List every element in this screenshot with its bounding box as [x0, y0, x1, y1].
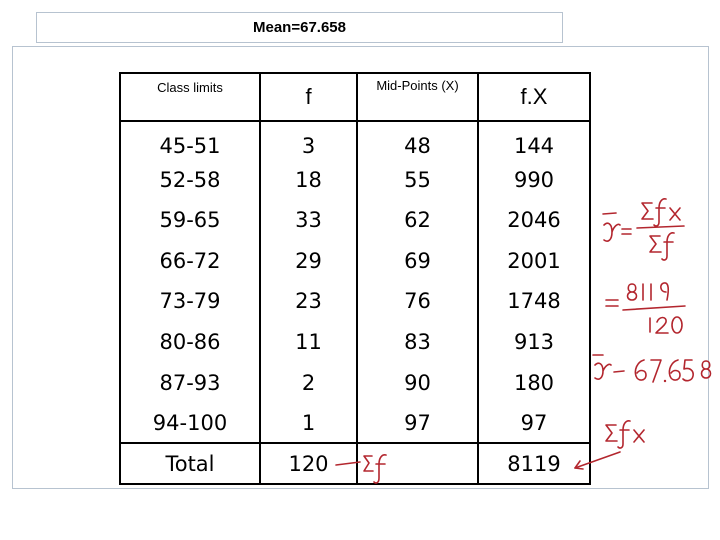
total-f: 120	[260, 443, 357, 484]
total-label: Total	[120, 443, 260, 484]
cell-midpoint: 62	[357, 200, 478, 241]
header-mid-points-text: Mid-Points (X)	[376, 78, 459, 93]
cell-midpoint: 97	[357, 403, 478, 444]
cell-f: 18	[260, 160, 357, 201]
cell-f: 23	[260, 281, 357, 322]
header-f: f	[260, 73, 357, 121]
cell-f: 33	[260, 200, 357, 241]
cell-f: 2	[260, 362, 357, 403]
cell-midpoint: 76	[357, 281, 478, 322]
cell-fx: 1748	[478, 281, 590, 322]
cell-class-limits: 80-86	[120, 322, 260, 363]
cell-fx: 180	[478, 362, 590, 403]
mean-formula	[603, 199, 684, 260]
header-fx: f.X	[478, 73, 590, 121]
cell-class-limits: 87-93	[120, 362, 260, 403]
sum-f-note	[336, 455, 386, 483]
cell-midpoint: 83	[357, 322, 478, 363]
cell-class-limits: 59-65	[120, 200, 260, 241]
cell-class-limits: 45-51	[120, 121, 260, 160]
cell-f: 3	[260, 121, 357, 160]
cell-f: 11	[260, 322, 357, 363]
cell-class-limits: 66-72	[120, 241, 260, 282]
cell-fx: 2046	[478, 200, 590, 241]
header-class-limits: Class limits	[120, 73, 260, 121]
total-fx: 8119	[478, 443, 590, 484]
cell-f: 29	[260, 241, 357, 282]
cell-class-limits: 94-100	[120, 403, 260, 444]
cell-fx: 97	[478, 403, 590, 444]
substitution	[606, 283, 685, 333]
sum-fx-note	[575, 421, 644, 469]
cell-fx: 913	[478, 322, 590, 363]
cell-class-limits: 52-58	[120, 160, 260, 201]
cell-midpoint: 69	[357, 241, 478, 282]
cell-f: 1	[260, 403, 357, 444]
cell-fx: 144	[478, 121, 590, 160]
cell-fx: 990	[478, 160, 590, 201]
cell-midpoint: 48	[357, 121, 478, 160]
mean-result	[593, 355, 711, 382]
cell-class-limits: 73-79	[120, 281, 260, 322]
cell-midpoint: 90	[357, 362, 478, 403]
page-title: Mean=67.658	[253, 19, 346, 36]
cell-midpoint: 55	[357, 160, 478, 201]
cell-fx: 2001	[478, 241, 590, 282]
